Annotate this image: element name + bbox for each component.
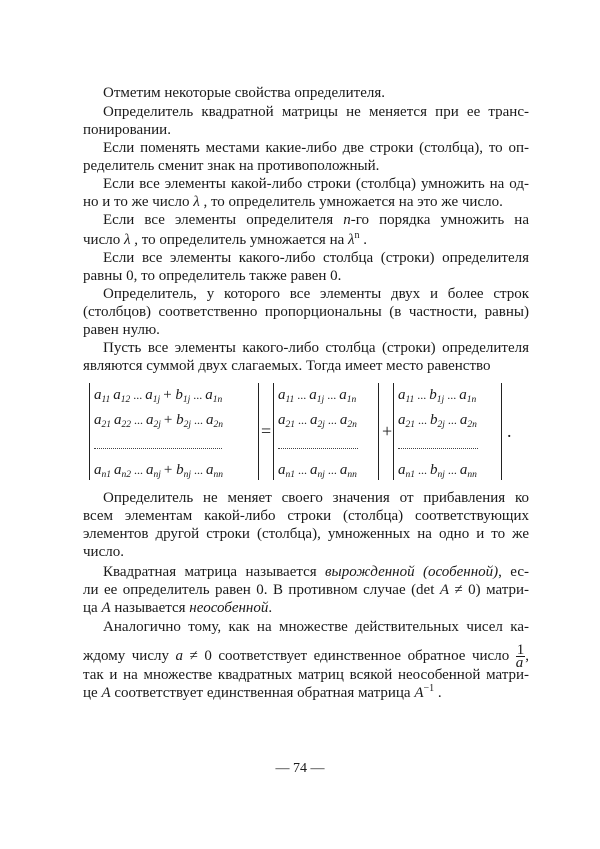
fraction-numerator: 1: [516, 642, 525, 658]
math-symbol: A: [101, 685, 111, 701]
text-segment: Если все элементы какого-либо столбца (строки) определителя: [103, 250, 529, 266]
matrix-element: $a_{nn}$: [459, 462, 477, 480]
ellipsis: ...: [194, 463, 206, 477]
matrix-row: [94, 385, 225, 405]
text-segment: Если все элементы какой-либо строки (столбца) умножить на од-: [103, 176, 529, 192]
matrix-element: $a_{nn}$: [206, 462, 223, 480]
ellipsis: ...: [447, 388, 460, 402]
text-segment: Если поменять местами какие-либо две строки (столбца), то оп-: [103, 140, 529, 156]
text-line: [83, 581, 529, 599]
matrix-element: $b_{nj}$: [176, 462, 191, 480]
ellipsis: ...: [194, 413, 206, 427]
matrix-element: $a_{2j}$: [146, 412, 161, 430]
text-line: [103, 339, 529, 357]
ellipsis: ...: [447, 413, 460, 427]
text-line: [83, 543, 529, 561]
ellipsis: ...: [134, 413, 146, 427]
text-segment: Определитель, у которого все элементы двух и более строк: [103, 286, 529, 302]
period: .: [507, 421, 512, 441]
text-segment: так и на множестве квадратных матриц всякой неособенной матри-: [83, 667, 529, 683]
text-segment: , то определитель умножается на это же число.: [199, 194, 503, 210]
equals-sign: =: [261, 421, 272, 441]
matrix-row: [278, 410, 360, 430]
text-segment: ждому числу: [83, 647, 176, 664]
text-segment: Квадратная матрица называется: [103, 564, 326, 580]
text-line: [103, 618, 529, 636]
text-segment: число.: [83, 544, 124, 560]
matrix-element: $a_{2n}$: [339, 412, 357, 430]
text-segment: называется: [110, 600, 190, 616]
text-segment: ,: [525, 647, 529, 664]
dotted-row: [278, 438, 358, 449]
text-segment: (столбцов) соответственно пропорциональны (в частности, равны): [83, 304, 529, 320]
matrix-element: $a_{n1}$: [94, 462, 111, 480]
matrix-element: $a_{22}$: [114, 412, 131, 430]
text-line: [83, 684, 529, 702]
text-segment: ределитель сменит знак на противоположный.: [83, 158, 380, 174]
plus-sign: +: [163, 387, 176, 403]
text-line: [103, 175, 529, 193]
matrix-element: $b_{2j}$: [430, 412, 445, 430]
matrix-element: $a_{2j}$: [310, 412, 325, 430]
text-segment: .: [268, 600, 273, 616]
text-line: [83, 357, 529, 375]
text-segment: ≠ 0 соответствует единственное обратное число: [183, 647, 516, 664]
page-number: — 74 —: [275, 761, 325, 776]
text-segment: Определитель не меняет своего значения от прибавления ко: [103, 490, 529, 506]
text-line: [83, 642, 529, 671]
matrix-row: [94, 410, 226, 430]
matrix-element: $a_{21}$: [94, 412, 111, 430]
matrix-element: $a_{1j}$: [309, 387, 325, 405]
fraction-denominator: a: [515, 655, 524, 671]
math-symbol: A: [439, 582, 450, 598]
matrix-element: $b_{2j}$: [176, 412, 191, 430]
dotted-row: [94, 438, 222, 449]
text-segment: , то определитель умножается на: [130, 232, 349, 248]
matrix-element: $a_{nj}$: [310, 462, 325, 480]
text-line: [103, 103, 529, 121]
text-segment: элементов другой строки (столбца), умноженных на одно и то же: [83, 526, 529, 542]
text-segment: .: [434, 685, 442, 701]
ellipsis: ...: [298, 413, 310, 427]
text-line: [103, 285, 529, 303]
text-segment: равен нулю.: [83, 322, 160, 338]
text-segment: це: [83, 685, 102, 701]
ellipsis: ...: [417, 388, 430, 402]
math-symbol: n: [343, 212, 351, 228]
ellipsis: ...: [298, 463, 310, 477]
matrix-element: $a_{1j}$: [145, 387, 161, 405]
text-line: [103, 84, 529, 102]
matrix-element: $b_{nj}$: [430, 462, 445, 480]
matrix-element: $a_{1n}$: [339, 387, 357, 405]
math-symbol: вырожденной (особенной): [325, 564, 499, 580]
matrix-row: [94, 460, 226, 480]
text-segment: Отметим некоторые свойства определителя.: [103, 85, 386, 101]
ellipsis: ...: [134, 463, 146, 477]
math-symbol: λ: [123, 232, 131, 248]
matrix-element: $a_{n1}$: [398, 462, 415, 480]
ellipsis: ...: [133, 388, 146, 402]
math-symbol: a: [175, 647, 184, 664]
text-line: [83, 507, 529, 525]
text-line: [83, 666, 529, 684]
determinant-left: [89, 383, 259, 480]
matrix-row: [398, 460, 480, 480]
matrix-row: [278, 460, 360, 480]
text-line: [83, 525, 529, 543]
ellipsis: ...: [447, 463, 460, 477]
superscript: −1: [423, 683, 435, 694]
matrix-element: $a_{2n}$: [459, 412, 477, 430]
plus-sign: +: [163, 462, 177, 478]
determinant-middle: [273, 383, 379, 480]
text-segment: понировании.: [83, 122, 171, 138]
text-line: [83, 231, 529, 249]
plus-sign: +: [163, 412, 177, 428]
text-segment: но и то же число: [83, 194, 194, 210]
determinant-right: [393, 383, 502, 480]
matrix-element: $a_{12}$: [113, 387, 131, 405]
dotted-row: [398, 438, 478, 449]
matrix-row: [278, 385, 359, 405]
text-segment: -го порядка умножить на: [350, 212, 529, 228]
matrix-element: $a_{nj}$: [146, 462, 161, 480]
text-line: [83, 193, 529, 211]
superscript: n: [354, 230, 360, 241]
text-segment: Если все элементы определителя: [103, 212, 344, 228]
matrix-row: [398, 410, 480, 430]
matrix-element: $a_{2n}$: [206, 412, 223, 430]
ellipsis: ...: [327, 413, 340, 427]
matrix-element: $a_{1n}$: [459, 387, 477, 405]
matrix-element: $a_{11}$: [94, 387, 111, 405]
ellipsis: ...: [297, 388, 310, 402]
math-symbol: λ: [348, 232, 355, 248]
math-symbol: A: [101, 600, 111, 616]
ellipsis: ...: [418, 413, 430, 427]
text-segment: .: [359, 232, 368, 248]
text-line: [83, 303, 529, 321]
math-symbol: A: [414, 685, 424, 701]
text-segment: число: [83, 232, 124, 248]
text-segment: Определитель квадратной матрицы не меняется при ее транс-: [103, 104, 529, 120]
text-segment: ца: [83, 600, 102, 616]
text-line: [103, 249, 529, 267]
ellipsis: ...: [327, 388, 340, 402]
text-segment: Аналогично тому, как на множестве действительных чисел ка-: [103, 619, 529, 635]
text-line: [103, 139, 529, 157]
text-segment: Пусть все элементы какого-либо столбца (строки) определителя: [103, 340, 529, 356]
ellipsis: ...: [193, 388, 206, 402]
matrix-element: $a_{n1}$: [278, 462, 295, 480]
matrix-element: $a_{1n}$: [205, 387, 223, 405]
text-line: [83, 267, 529, 285]
math-symbol: λ: [193, 194, 200, 210]
ellipsis: ...: [327, 463, 340, 477]
math-symbol: неособенной: [189, 600, 269, 616]
text-segment: ≠ 0): [449, 582, 481, 598]
text-line: [103, 563, 529, 581]
text-segment: , ес-: [498, 564, 529, 580]
matrix-element: $a_{21}$: [398, 412, 415, 430]
text-segment: ли ее определитель равен 0. В противном случае: [83, 582, 412, 598]
text-line: [83, 157, 529, 175]
matrix-element: $b_{1j}$: [175, 387, 191, 405]
matrix-element: $a_{21}$: [278, 412, 295, 430]
text-line: [83, 321, 529, 339]
text-line: [83, 599, 529, 617]
matrix-element: $a_{11}$: [278, 387, 295, 405]
text-segment: равны 0, то определитель также равен 0.: [83, 268, 342, 284]
text-segment: всем элементам какой-либо строки (столбца) соответствующих: [83, 508, 529, 524]
matrix-element: $a_{nn}$: [339, 462, 357, 480]
text-line: [103, 211, 529, 229]
text-segment: являются суммой двух слагаемых. Тогда имеет место равенство: [83, 358, 491, 374]
text-segment: (det: [411, 582, 440, 598]
matrix-element: $a_{11}$: [398, 387, 415, 405]
matrix-row: [398, 385, 479, 405]
text-segment: соответствует единственная обратная матрица: [110, 685, 415, 701]
plus-sign: +: [382, 421, 393, 441]
text-line: [83, 121, 529, 139]
text-line: [103, 489, 529, 507]
text-segment: матри-: [480, 582, 530, 598]
matrix-element: $a_{n2}$: [114, 462, 131, 480]
ellipsis: ...: [418, 463, 430, 477]
matrix-element: $b_{1j}$: [429, 387, 445, 405]
